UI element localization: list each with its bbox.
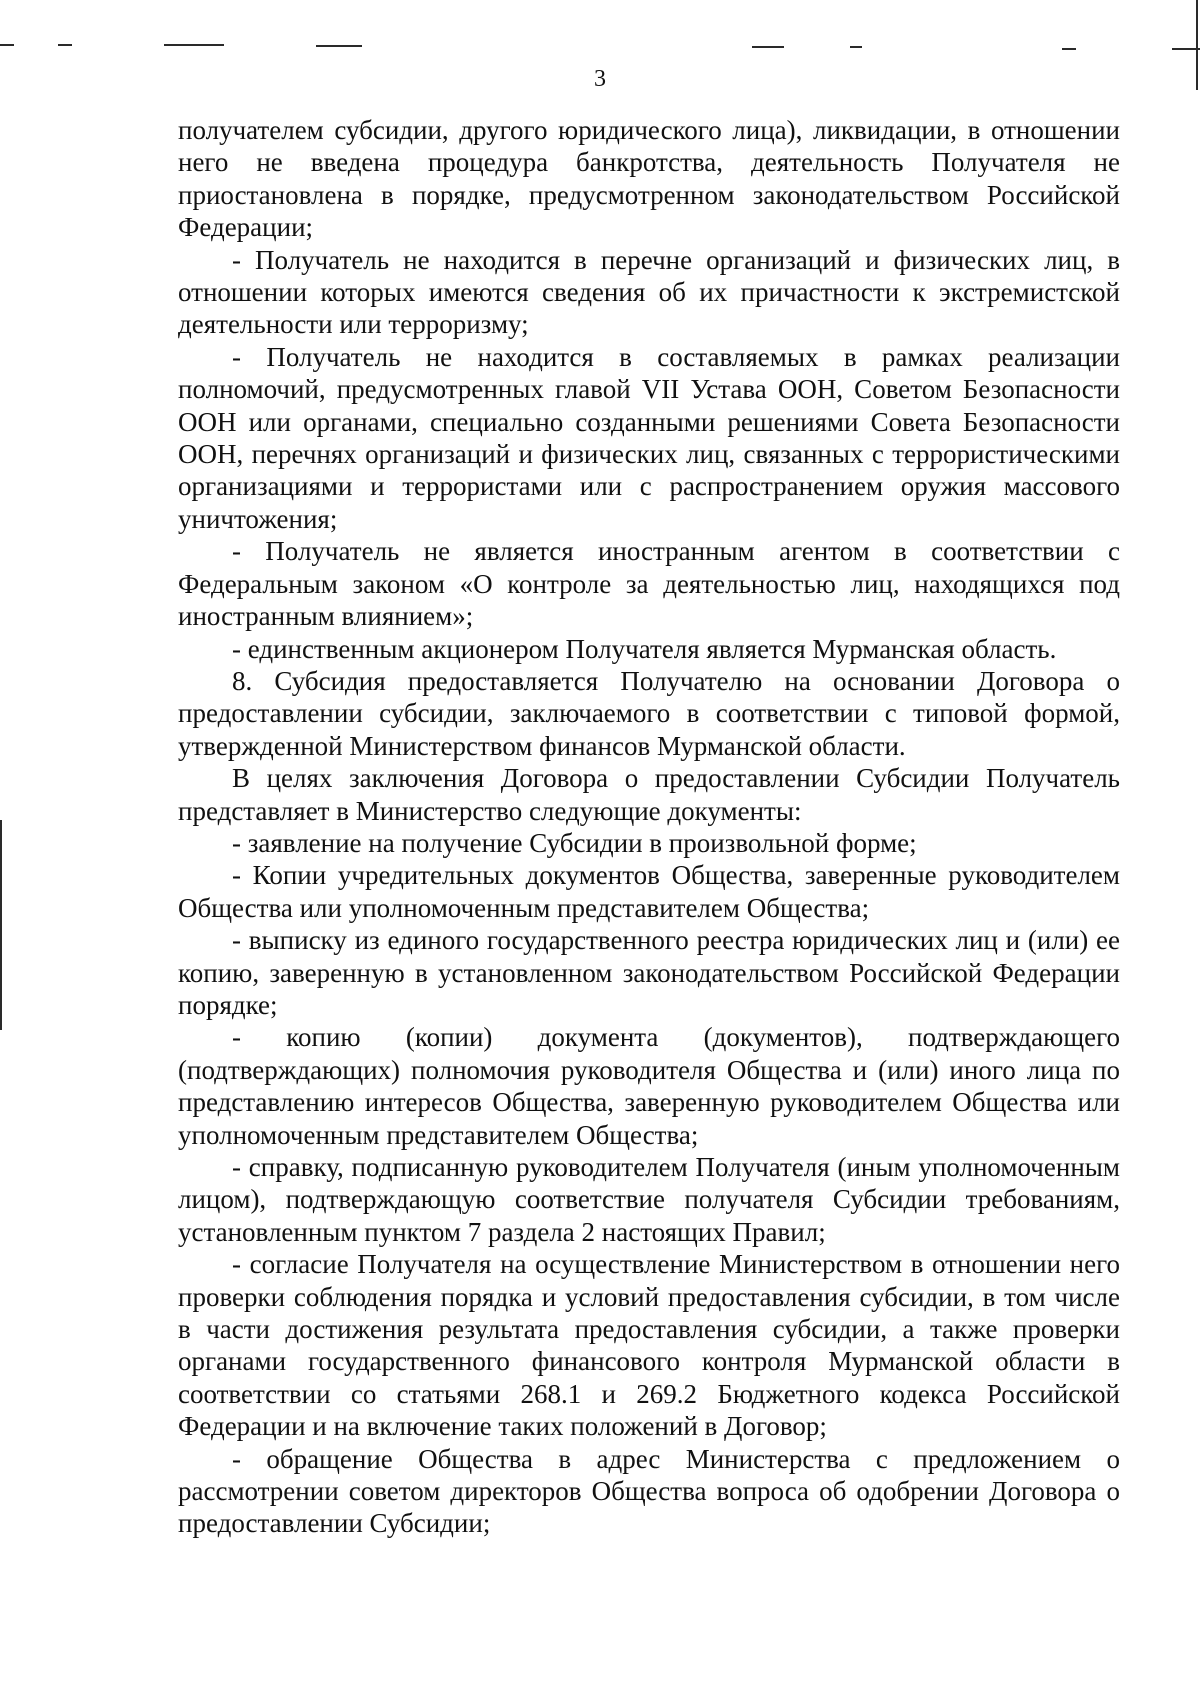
paragraph: - обращение Общества в адрес Министерства с предложением о рассмотрении советом директоров Общества вопроса об одобрении Договора о предоставлении Субсидии; [178,1443,1120,1539]
paragraph: получателем субсидии, другого юридического лица), ликвидации, в отношении него не введена процедура банкротства, деятельность Получателя не приостановлена в порядке, предусмотренном законодательством Российской Федерации; [178,115,1120,243]
scan-artifact [316,45,362,47]
paragraph: - заявление на получение Субсидии в произвольной форме; [232,827,917,858]
scan-artifact [850,46,862,48]
scan-artifact [752,46,784,48]
paragraph: - Получатель не находится в составляемых в рамках реализации полномочий, предусмотренных главой VII Устава ООН, Советом Безопасности ООН или органами, специально созданными решениями Совета Безопасности ООН, перечнях организаций и физических лиц, связанных с террористическими организациями и террористами или с распространением оружия массового уничтожения; [178,341,1120,534]
paragraph: - единственным акционером Получателя является Мурманская область. [232,633,1057,664]
document-body [178,114,1120,1540]
paragraph: - копию (копии) документа (документов), подтверждающего (подтверждающих) полномочия руководителя Общества и (или) иного лица по представлению интересов Общества, заверенную руководителем Общества или уполномоченным представителем Общества; [178,1022,1120,1150]
scan-artifact [1062,48,1076,50]
paragraph: - Получатель не является иностранным агентом в соответствии с Федеральным законом «О контроле за деятельностью лиц, находящихся под иностранным влиянием»; [178,536,1120,632]
paragraph: - Копии учредительных документов Общества, заверенные руководителем Общества или уполномоченным представителем Общества; [178,860,1120,923]
scan-artifact [58,44,72,46]
paragraph: - справку, подписанную руководителем Получателя (иным уполномоченным лицом), подтверждающую соответствие получателя Субсидии требованиям, установленным пунктом 7 раздела 2 настоящих Правил; [178,1152,1120,1247]
paragraph: В целях заключения Договора о предоставлении Субсидии Получатель представляет в Министерство следующие документы: [178,763,1120,826]
paragraph: - согласие Получателя на осуществление Министерством в отношении него проверки соблюдения порядка и условий предоставления субсидии, в том числе в части достижения результата предоставления субсидии, а также проверки органами государственного финансового контроля Мурманской области в соответствии со статьями 268.1 и 269.2 Бюджетного кодекса Российской Федерации и на включение таких положений в Договор; [178,1249,1120,1442]
paragraph: - выписку из единого государственного реестра юридических лиц и (или) ее копию, заверенную в установленном законодательством Российской Федерации порядке; [178,925,1120,1020]
scan-artifact [164,44,224,46]
page-number: 3 [594,66,606,92]
paragraph: - Получатель не находится в перечне организаций и физических лиц, в отношении которых имеются сведения об их причастности к экстремистской деятельности или терроризму; [178,244,1120,340]
scan-artifact [0,820,2,1030]
paragraph: 8. Субсидия предоставляется Получателю на основании Договора о предоставлении субсидии, заключаемого в соответствии с типовой формой, утвержденной Министерством финансов Мурманской области. [178,665,1120,761]
scan-artifact [0,44,14,46]
